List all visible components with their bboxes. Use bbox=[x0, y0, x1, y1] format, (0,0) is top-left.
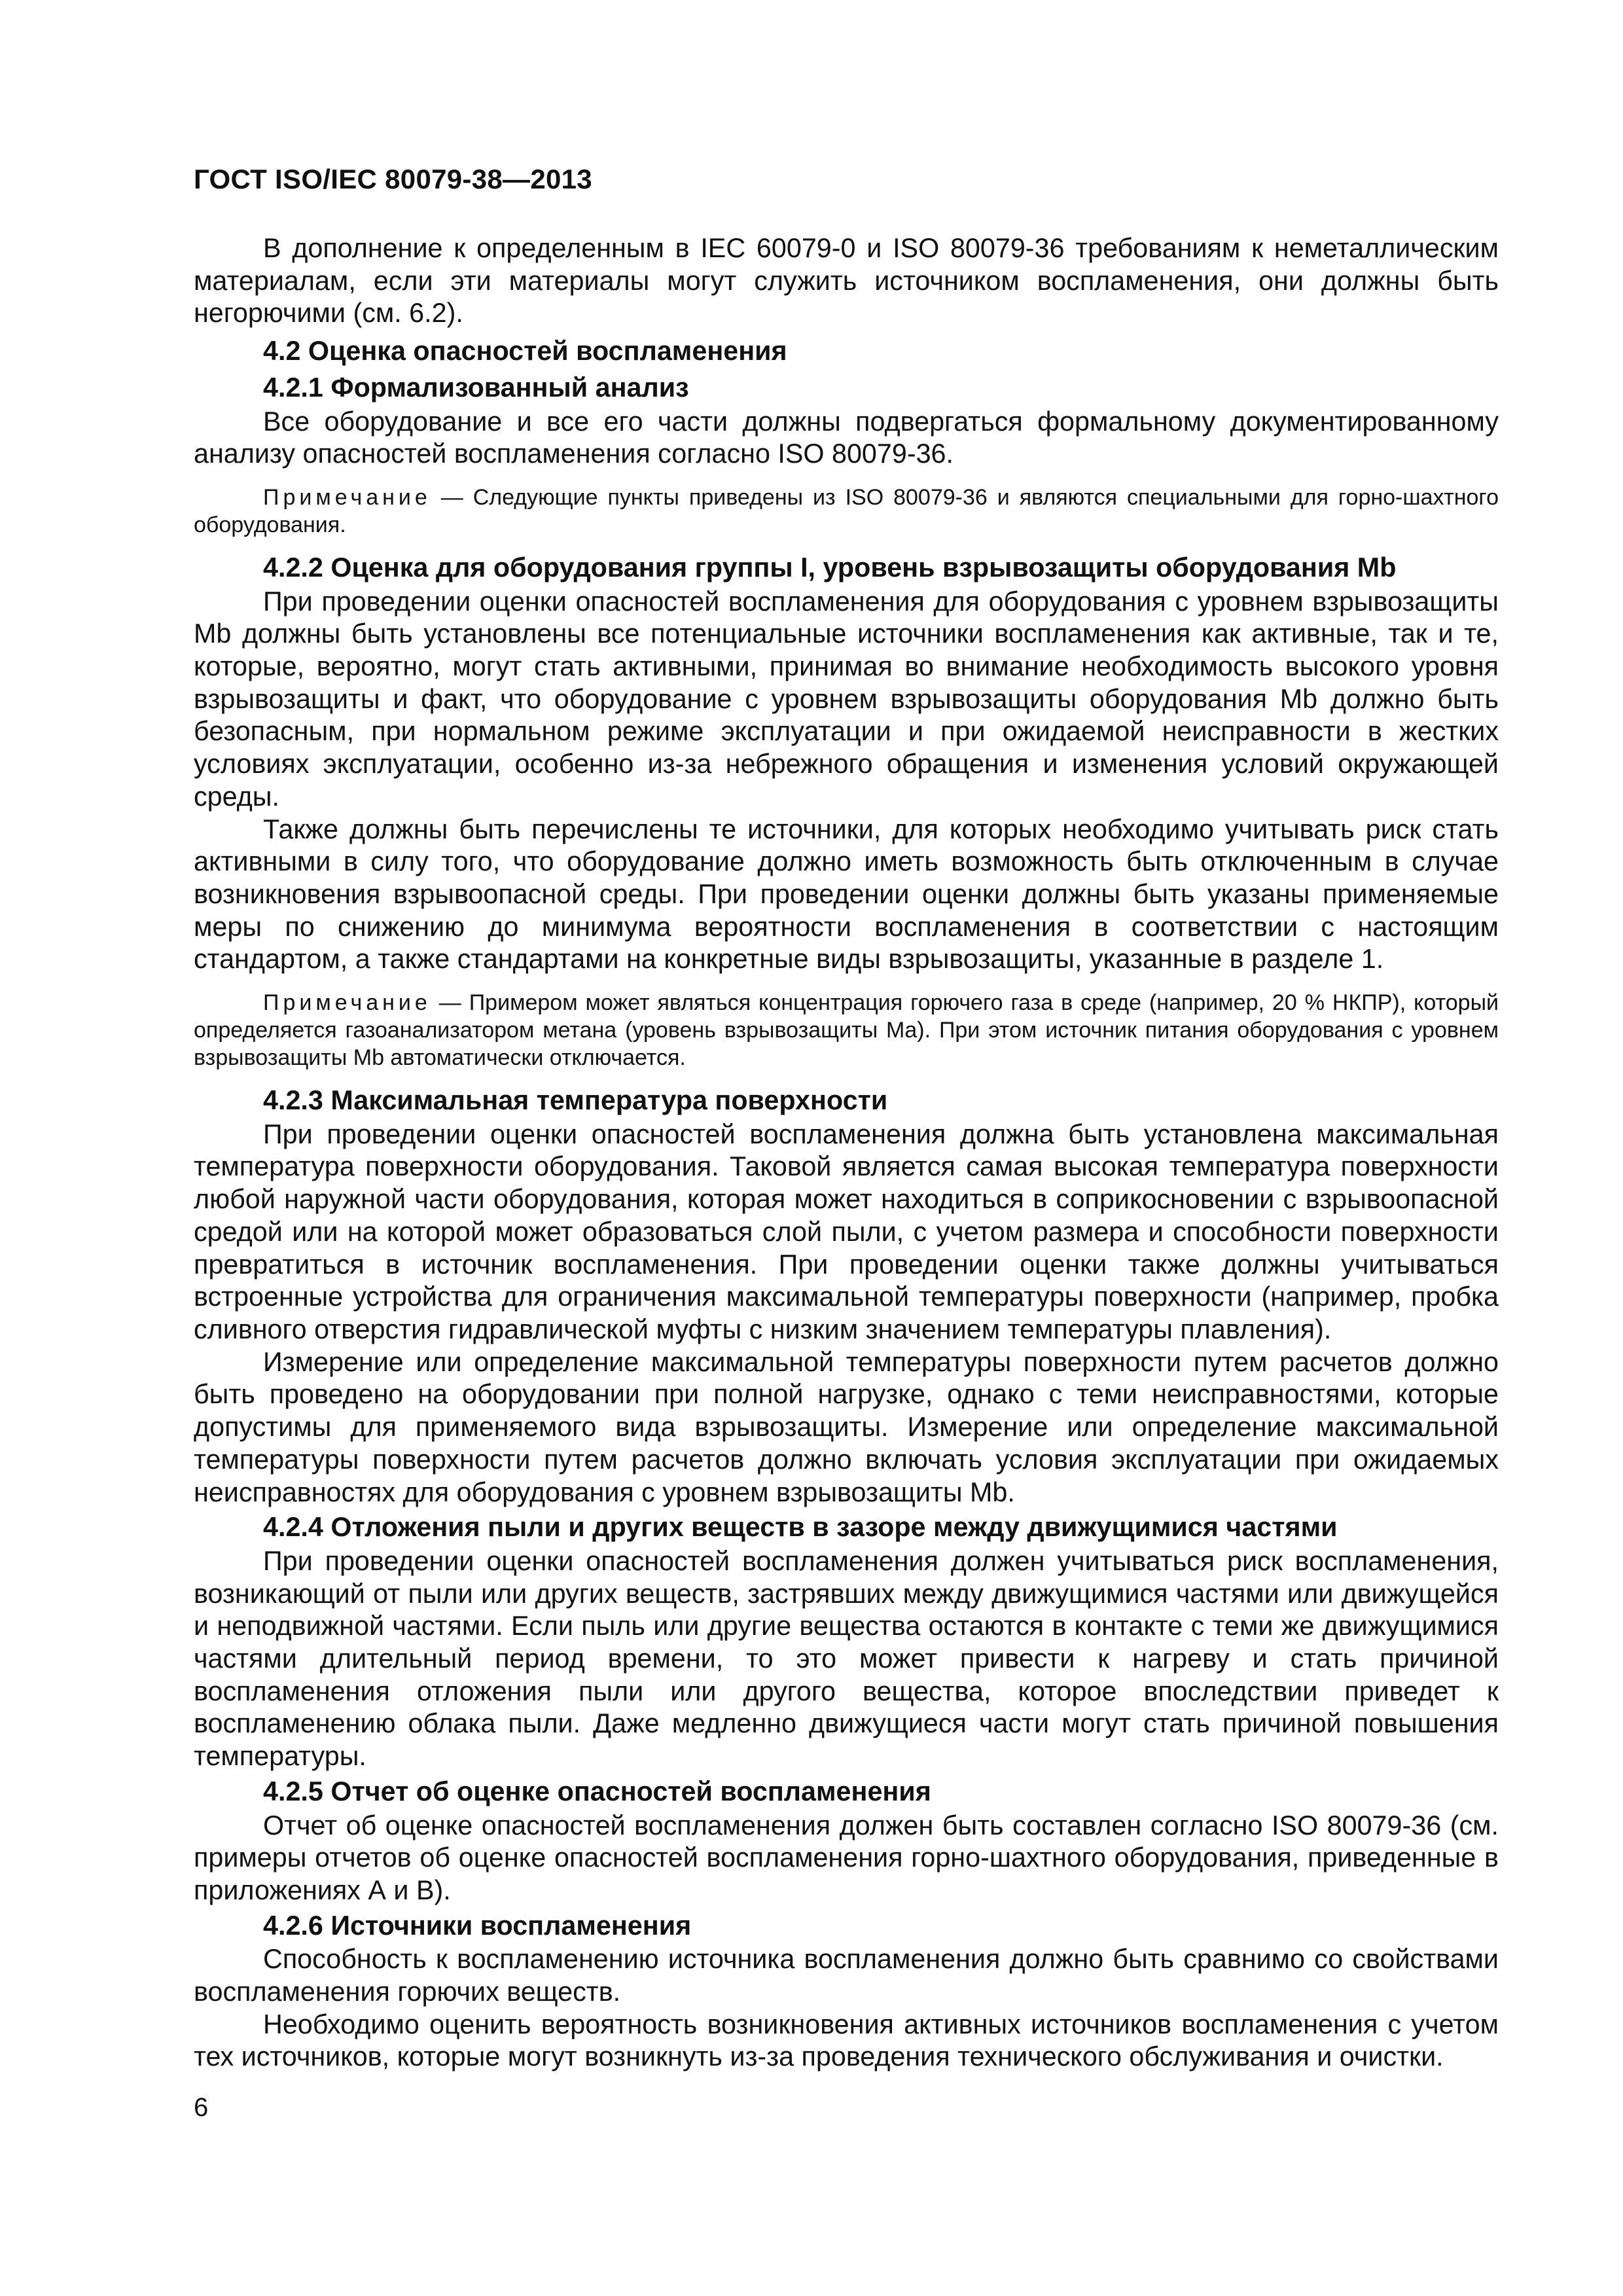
section-heading-4-2-1: 4.2.1 Формализованный анализ bbox=[263, 372, 689, 403]
note-label: Примечание bbox=[263, 990, 431, 1016]
note-label: Примечание bbox=[263, 484, 431, 510]
note-4-2-1 bbox=[194, 484, 1499, 539]
page-number: 6 bbox=[194, 2093, 209, 2122]
paragraph-4-2-3-a: При проведении оценки опасностей воспламенения должна быть установлена максимальная температура поверхности оборудования. Таковой является самая высокая температура поверхности любой наружной части оборудования, которая может находиться в соприкосновении с взрывоопасной средой или на которой может образоваться слой пыли, с учетом размера и способности поверхности превратиться в источник воспламенения. При проведении оценки также должны учитываться встроенные устройства для ограничения максимальной температуры поверхности (например, пробка сливного отверстия гидравлической муфты с низким значением температуры плавления). bbox=[194, 1119, 1499, 1344]
section-heading-4-2-6: 4.2.6 Источники воспламенения bbox=[263, 1910, 692, 1941]
section-heading-4-2-5: 4.2.5 Отчет об оценке опасностей воспламенения bbox=[263, 1776, 931, 1806]
document-body bbox=[194, 232, 1499, 2073]
paragraph-4-2-2-b: Также должны быть перечислены те источники, для которых необходимо учитывать риск стать активными в силу того, что оборудование должно иметь возможность быть отключенным в случае возникновения взрывоопасной среды. При проведении оценки должны быть указаны применяемые меры по снижению до минимума вероятности воспламенения в соответствии с настоящим стандартом, а также стандартами на конкретные виды взрывозащиты, указанные в разделе 1. bbox=[194, 814, 1499, 975]
section-heading-4-2-2: 4.2.2 Оценка для оборудования группы I, уровень взрывозащиты оборудования Mb bbox=[263, 552, 1397, 583]
section-heading-4-2: 4.2 Оценка опасностей воспламенения bbox=[263, 336, 787, 367]
section-heading-4-2-3: 4.2.3 Максимальная температура поверхности bbox=[263, 1085, 888, 1116]
document-header: ГОСТ ISO/IEC 80079-38—2013 bbox=[194, 164, 592, 194]
paragraph-4-2-6-b: Необходимо оценить вероятность возникновения активных источников воспламенения с учетом тех источников, которые могут возникнуть из-за проведения технического обслуживания и очистки. bbox=[194, 2009, 1499, 2072]
paragraph-4-2-5: Отчет об оценке опасностей воспламенения должен быть составлен согласно ISO 80079-36 (см. примеры отчетов об оценке опасностей воспламенения горно-шахтного оборудования, приведенные в приложениях А и В). bbox=[194, 1810, 1499, 1905]
paragraph-4-2-1: Все оборудование и все его части должны подвергаться формальному документированному анализу опасностей воспламенения согласно ISO 80079-36. bbox=[194, 406, 1499, 469]
note-text: — Следующие пункты приведены из ISO 80079-36 и являются специальными для горно-шахтного оборудования. bbox=[194, 484, 1499, 537]
note-4-2-2 bbox=[194, 989, 1499, 1071]
intro-paragraph: В дополнение к определенным в IEC 60079-0 и ISO 80079-36 требованиям к неметаллическим материалам, если эти материалы могут служить источником воспламенения, они должны быть негорючими (см. 6.2). bbox=[194, 233, 1499, 329]
paragraph-4-2-3-b: Измерение или определение максимальной температуры поверхности путем расчетов должно быть проведено на оборудовании при полной нагрузке, однако с теми неисправностями, которые допустимы для применяемого вида взрывозащиты. Измерение или определение максимальной температуры поверхности путем расчетов должно включать условия эксплуатации при ожидаемых неисправностях для оборудования с уровнем взрывозащиты Mb. bbox=[194, 1346, 1499, 1507]
section-heading-4-2-4: 4.2.4 Отложения пыли и других веществ в зазоре между движущимися частями bbox=[263, 1512, 1338, 1543]
paragraph-4-2-2-a: При проведении оценки опасностей воспламенения для оборудования с уровнем взрывозащиты Mb должны быть установлены все потенциальные источники воспламенения как активные, так и те, которые, вероятно, могут стать активными, принимая во внимание необходимость высокого уровня взрывозащиты и факт, что оборудование с уровнем взрывозащиты оборудования Mb должно быть безопасным, при нормальном режиме эксплуатации и при ожидаемой неисправности в жестких условиях эксплуатации, особенно из-за небрежного обращения и изменения условий окружающей среды. bbox=[194, 586, 1499, 812]
paragraph-4-2-6-a: Способность к воспламенению источника воспламенения должно быть сравнимо со свойствами воспламенения горючих веществ. bbox=[194, 1944, 1499, 2007]
paragraph-4-2-4: При проведении оценки опасностей воспламенения должен учитываться риск воспламенения, возникающий от пыли или других веществ, застрявших между движущимися частями или движущейся и неподвижной частями. Если пыль или другие вещества остаются в контакте с теми же движущимися частями длительный период времени, то это может привести к нагреву и стать причиной воспламенения отложения пыли или другого вещества, которое впоследствии приведет к воспламенению облака пыли. Даже медленно движущиеся части могут стать причиной повышения температуры. bbox=[194, 1545, 1499, 1772]
note-text: — Примером может являться концентрация горючего газа в среде (например, 20 % НКПР), который определяется газоанализатором метана (уровень взрывозащиты Ma). При этом источник питания оборудования с уровнем взрывозащиты Mb автоматически отключается. bbox=[194, 990, 1499, 1071]
